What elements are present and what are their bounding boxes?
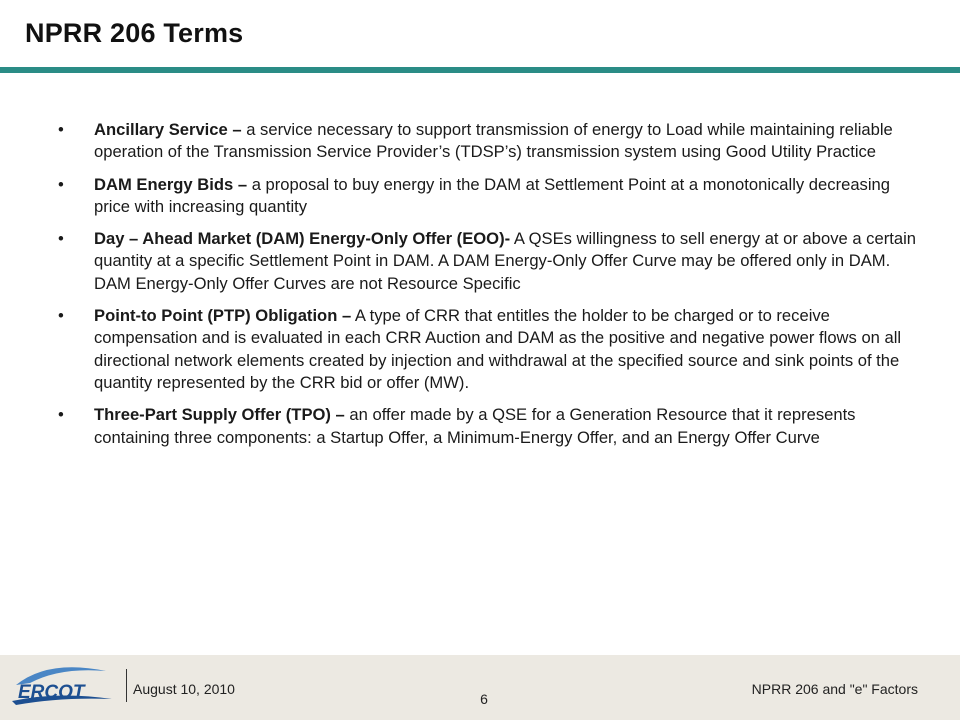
footer-date: August 10, 2010 [133,681,235,697]
bullet-icon: • [58,405,64,425]
logo-text: ERCOT [18,682,85,703]
term-name: DAM Energy Bids – [94,174,248,194]
term-definition: A type of CRR that entitles the holder to be charged or to receive compensation and is evaluated in each CRR Auction and DAM as the positive and negative power flows on all directional network elements created by injection and withdrawal at the specified source and sink points of the quantity represented by the CRR bid or offer (MW). [94,306,902,392]
bullet-icon: • [58,229,64,249]
term-definition: an offer made by a QSE for a Generation Resource that it represents containing three components: a Startup Offer, a Minimum-Energy Offer, and an Energy Offer Curve [94,405,856,447]
page-number: 6 [480,691,488,707]
ercot-logo [8,661,118,709]
bullet-icon: • [58,306,64,326]
term-definition: a proposal to buy energy in the DAM at Settlement Point at a monotonically decreasing price with increasing quantity [94,174,890,216]
term-name: Day – Ahead Market (DAM) Energy-Only Offer (EOO)- [94,229,511,249]
term-item-ancillary-service [58,119,920,164]
term-item-three-part-supply-offer [58,404,920,449]
term-name: Ancillary Service – [94,120,242,139]
term-item-dam-energy-only-offer [58,228,920,295]
bullet-icon: • [58,174,64,194]
term-definition: a service necessary to support transmission of energy to Load while maintaining reliable operation of the Transmission Service Provider’s (TDSP’s) transmission system using Good Utility Practice [94,120,893,162]
term-name: Point-to Point (PTP) Obligation – [94,306,352,326]
bullet-icon: • [58,120,64,139]
slide-footer [0,655,960,720]
footer-divider [126,669,127,702]
title-divider [0,67,960,73]
term-definition: A QSEs willingness to sell energy at or above a certain quantity at a specific Settlement Point in DAM. A DAM Energy-Only Offer Curve may be offered only in DAM. DAM Energy-Only Offer Curves are not Resource Specific [94,229,916,293]
footer-presentation-title: NPRR 206 and "e" Factors [751,681,918,697]
term-list [58,119,920,459]
term-item-dam-energy-bids [58,174,920,219]
term-name: Three-Part Supply Offer (TPO) – [94,405,345,425]
term-item-ptp-obligation [58,305,920,394]
slide-title: NPRR 206 Terms [25,18,244,48]
